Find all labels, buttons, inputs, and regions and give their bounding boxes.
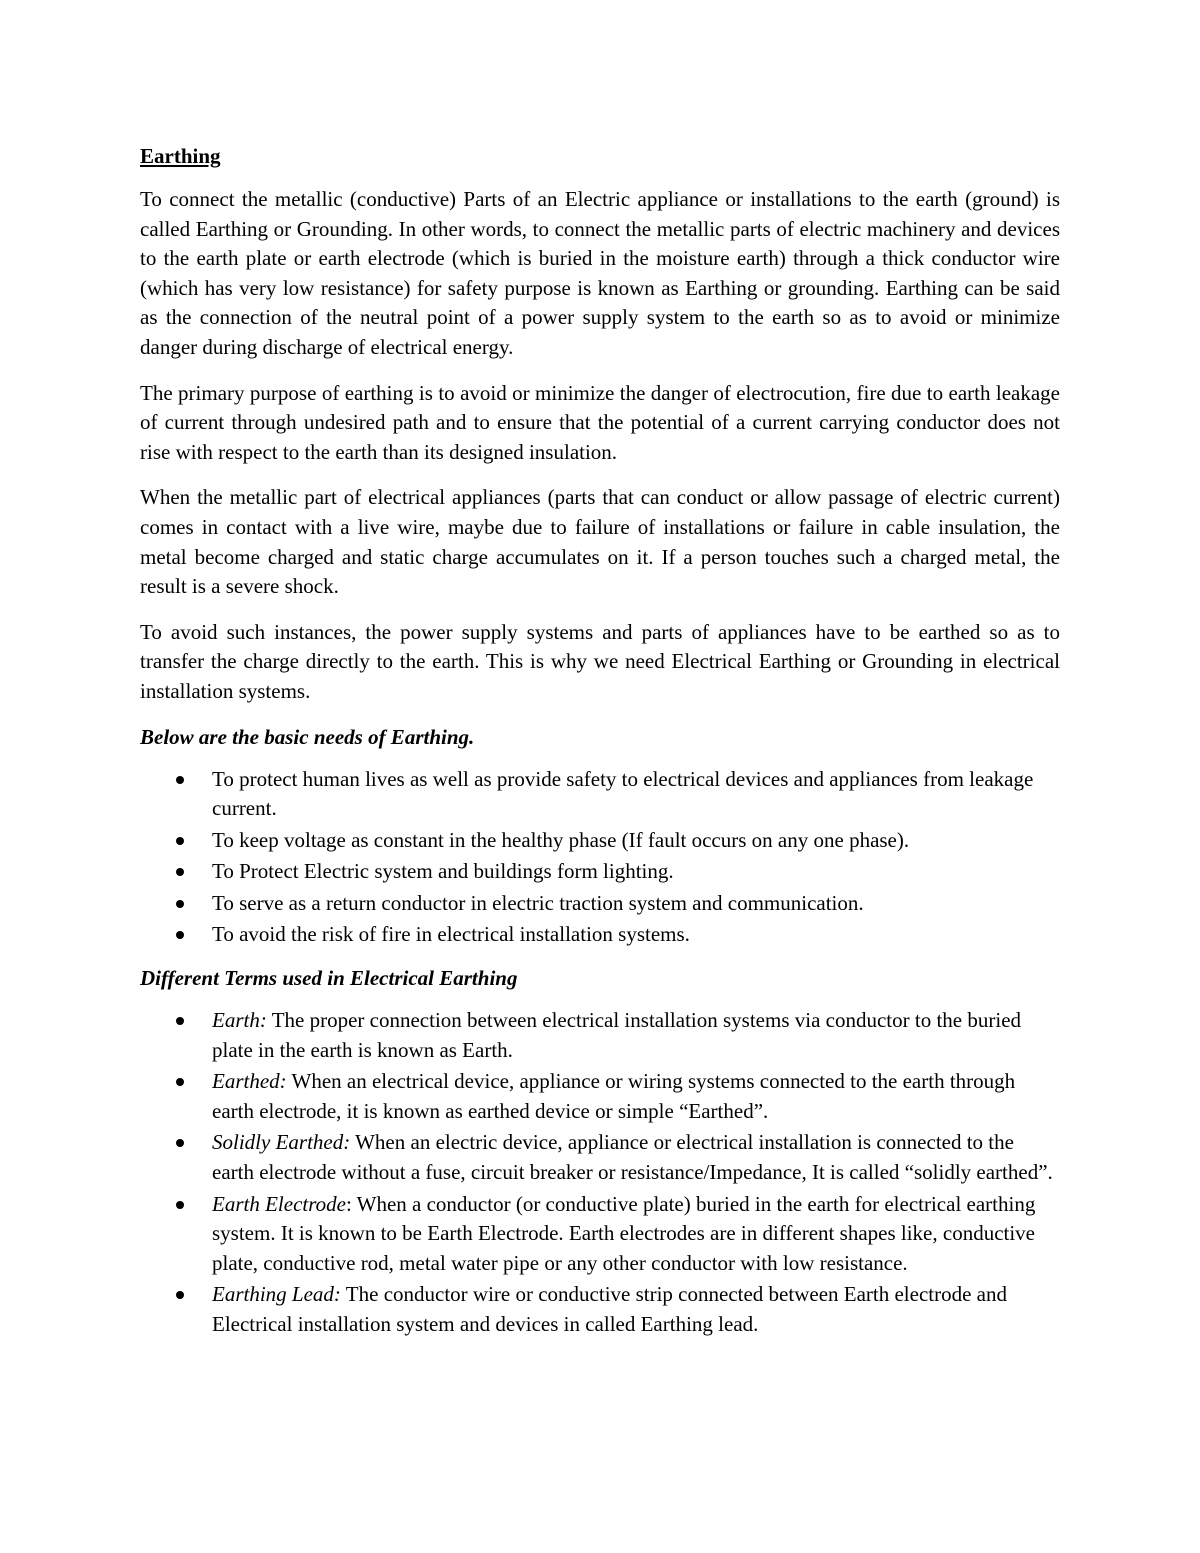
term-label: Earth Electrode [212, 1191, 346, 1216]
term-definition: The proper connection between electrical installation systems via conductor to the buried plate in the earth is known as Earth. [212, 1008, 1022, 1062]
list-item-text: To serve as a return conductor in electric traction system and communication. [212, 890, 864, 915]
needs-heading: Below are the basic needs of Earthing. [140, 724, 475, 749]
bullet-icon [176, 868, 184, 876]
list-item-text: To protect human lives as well as provide safety to electrical devices and appliances from leakage current. [212, 766, 1034, 821]
term-label: Earthed: [212, 1069, 287, 1094]
list-item-text: To keep voltage as constant in the healthy phase (If fault occurs on any one phase). [212, 827, 910, 852]
bullet-icon [176, 1017, 184, 1025]
list-item [140, 1067, 1060, 1126]
list-item [140, 765, 1060, 824]
bullet-icon [176, 931, 184, 939]
bullet-icon [176, 1291, 184, 1299]
list-item-text: To avoid the risk of fire in electrical installation systems. [212, 922, 690, 947]
bullet-icon [176, 1139, 184, 1147]
list-item [140, 826, 1060, 856]
page-title: Earthing [140, 144, 221, 168]
term-definition: When an electric device, appliance or electrical installation is connected to the earth electrode without a fuse, circuit breaker or resistance/Impedance, It is called “solidly earthed”. [212, 1130, 1053, 1185]
bullet-icon [176, 1078, 184, 1086]
paragraph-avoid: To avoid such instances, the power supply systems and parts of appliances have to be earthed so as to transfer the charge directly to the earth. This is why we need Electrical Earthing or Grounding in electrical installation systems. [140, 619, 1060, 703]
list-item [140, 920, 1060, 950]
list-item [140, 857, 1060, 887]
paragraph-shock: When the metallic part of electrical appliances (parts that can conduct or allow passage of electric current) comes in contact with a live wire, maybe due to failure of installations or failure in cable insulation, the metal become charged and static charge accumulates on it. If a person touches such a charged metal, the result is a severe shock. [140, 485, 1060, 599]
bullet-icon [176, 837, 184, 845]
bullet-icon [176, 900, 184, 908]
bullet-icon [176, 776, 184, 784]
term-definition: When an electrical device, appliance or wiring systems connected to the earth through earth electrode, it is known as earthed device or simple “Earthed”. [212, 1069, 1016, 1123]
term-label: Earth: [212, 1008, 267, 1033]
list-item [140, 1128, 1060, 1187]
term-label: Solidly Earthed: [212, 1130, 351, 1155]
term-definition: The conductor wire or conductive strip connected between Earth electrode and Electrical installation system and devices in called Earthing lead. [212, 1282, 1008, 1336]
list-item [140, 1190, 1060, 1279]
paragraph-definition: To connect the metallic (conductive) Parts of an Electric appliance or installations to the earth (ground) is called Earthing or Grounding. In other words, to connect the metallic parts of electric machinery and devices to the earth plate or earth electrode (which is buried in the moisture earth) through a thick conductor wire (which has very low resistance) for safety purpose is known as Earthing or grounding. Earthing can be said as the connection of the neutral point of a power supply system to the earth so as to avoid or minimize danger during discharge of electrical energy. [140, 187, 1060, 359]
list-item [140, 889, 1060, 919]
paragraph-purpose: The primary purpose of earthing is to avoid or minimize the danger of electrocution, fire due to earth leakage of current through undesired path and to ensure that the potential of a current carrying conductor does not rise with respect to the earth than its designed insulation. [140, 380, 1060, 464]
term-label: Earthing Lead: [212, 1282, 341, 1307]
needs-list [140, 765, 1060, 951]
list-item [140, 1280, 1060, 1339]
list-item-text: To Protect Electric system and buildings form lighting. [212, 859, 674, 884]
term-definition: : When a conductor (or conductive plate) buried in the earth for electrical earthing system. It is known to be Earth Electrode. Earth electrodes are in different shapes like, conductive plate, conductive rod, metal water pipe or any other conductor with low resistance. [212, 1191, 1036, 1275]
list-item [140, 1006, 1060, 1065]
terms-list [140, 1006, 1060, 1340]
terms-heading: Different Terms used in Electrical Earthing [140, 966, 518, 991]
bullet-icon [176, 1201, 184, 1209]
